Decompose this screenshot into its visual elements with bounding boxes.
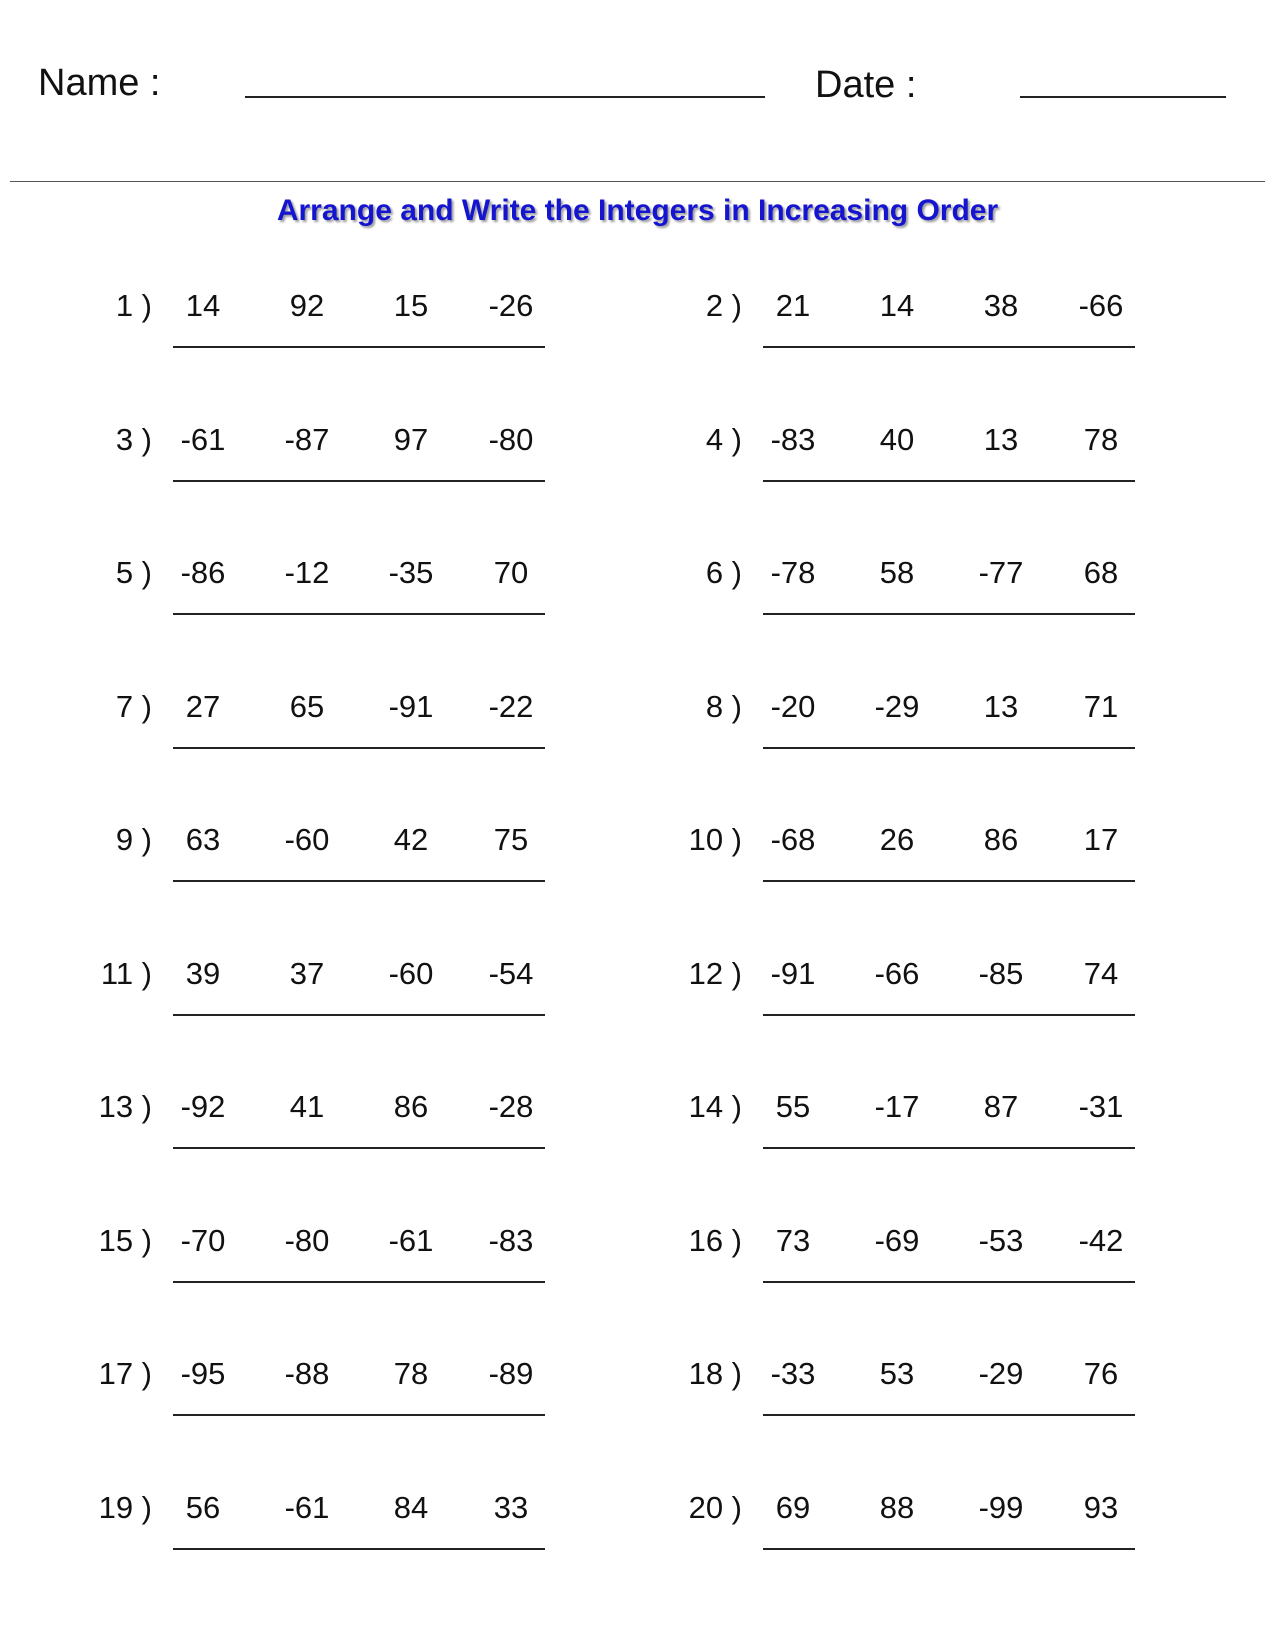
integer-value: -61 — [180, 422, 226, 457]
integer-value: -87 — [284, 422, 330, 457]
problem-item — [0, 1492, 600, 1622]
answer-line[interactable] — [173, 1014, 545, 1016]
problem-number: 17 ) — [98, 1356, 152, 1391]
integer-value: 55 — [775, 1089, 811, 1124]
integer-value: -42 — [1078, 1223, 1124, 1258]
integer-value: 70 — [493, 555, 529, 590]
problem-number: 2 ) — [705, 288, 742, 323]
integer-value: 86 — [983, 822, 1019, 857]
integer-value: 13 — [983, 689, 1019, 724]
integer-value: 53 — [879, 1356, 915, 1391]
integer-value: -85 — [978, 956, 1024, 991]
integer-value: 13 — [983, 422, 1019, 457]
integer-value: -80 — [284, 1223, 330, 1258]
integer-value: -83 — [488, 1223, 534, 1258]
problem-number: 14 ) — [688, 1089, 742, 1124]
integer-value: -95 — [180, 1356, 226, 1391]
integer-value: 33 — [493, 1490, 529, 1525]
integer-value: 14 — [879, 288, 915, 323]
problem-number: 9 ) — [115, 822, 152, 857]
integer-value: 93 — [1083, 1490, 1119, 1525]
problem-number: 18 ) — [688, 1356, 742, 1391]
integer-value: -99 — [978, 1490, 1024, 1525]
integer-value: 39 — [185, 956, 221, 991]
problem-item — [0, 824, 600, 954]
answer-line[interactable] — [763, 1014, 1135, 1016]
problem-number: 16 ) — [688, 1223, 742, 1258]
answer-line[interactable] — [173, 1414, 545, 1416]
integer-value: -20 — [770, 689, 816, 724]
integer-value: 78 — [1083, 422, 1119, 457]
integer-value: -68 — [770, 822, 816, 857]
problem-item — [0, 1358, 600, 1488]
header-divider — [10, 181, 1265, 182]
problem-number: 1 ) — [115, 288, 152, 323]
integer-value: 56 — [185, 1490, 221, 1525]
integer-value: 21 — [775, 288, 811, 323]
problem-number: 4 ) — [705, 422, 742, 457]
integer-value: 27 — [185, 689, 221, 724]
problem-number: 20 ) — [688, 1490, 742, 1525]
integer-value: 65 — [289, 689, 325, 724]
integer-value: -92 — [180, 1089, 226, 1124]
answer-line[interactable] — [763, 1414, 1135, 1416]
integer-value: -31 — [1078, 1089, 1124, 1124]
problem-item — [590, 424, 1190, 554]
integer-value: 58 — [879, 555, 915, 590]
problem-item — [0, 1225, 600, 1355]
integer-value: -28 — [488, 1089, 534, 1124]
answer-line[interactable] — [173, 1147, 545, 1149]
answer-line[interactable] — [173, 747, 545, 749]
integer-value: -33 — [770, 1356, 816, 1391]
problem-item — [590, 691, 1190, 821]
integer-value: -77 — [978, 555, 1024, 590]
integer-value: 69 — [775, 1490, 811, 1525]
integer-value: -54 — [488, 956, 534, 991]
answer-line[interactable] — [763, 880, 1135, 882]
integer-value: 74 — [1083, 956, 1119, 991]
integer-value: 41 — [289, 1089, 325, 1124]
integer-value: -29 — [874, 689, 920, 724]
integer-value: -66 — [1078, 288, 1124, 323]
integer-value: 97 — [393, 422, 429, 457]
problem-number: 15 ) — [98, 1223, 152, 1258]
answer-line[interactable] — [173, 880, 545, 882]
name-label: Name : — [38, 62, 161, 104]
problem-item — [590, 958, 1190, 1088]
answer-line[interactable] — [763, 346, 1135, 348]
integer-value: -69 — [874, 1223, 920, 1258]
integer-value: 71 — [1083, 689, 1119, 724]
integer-value: -60 — [284, 822, 330, 857]
problem-item — [0, 290, 600, 420]
integer-value: -53 — [978, 1223, 1024, 1258]
problem-item — [0, 1091, 600, 1221]
integer-value: 26 — [879, 822, 915, 857]
integer-value: 63 — [185, 822, 221, 857]
integer-value: 87 — [983, 1089, 1019, 1124]
integer-value: 75 — [493, 822, 529, 857]
integer-value: 37 — [289, 956, 325, 991]
integer-value: 92 — [289, 288, 325, 323]
integer-value: 78 — [393, 1356, 429, 1391]
answer-line[interactable] — [763, 747, 1135, 749]
problem-number: 8 ) — [705, 689, 742, 724]
integer-value: -12 — [284, 555, 330, 590]
integer-value: -17 — [874, 1089, 920, 1124]
answer-line[interactable] — [763, 1147, 1135, 1149]
answer-line[interactable] — [173, 613, 545, 615]
integer-value: 73 — [775, 1223, 811, 1258]
problem-number: 13 ) — [98, 1089, 152, 1124]
integer-value: 84 — [393, 1490, 429, 1525]
answer-line[interactable] — [173, 1548, 545, 1550]
problem-item — [590, 1492, 1190, 1622]
problem-item — [590, 1225, 1190, 1355]
answer-line[interactable] — [173, 346, 545, 348]
integer-value: -78 — [770, 555, 816, 590]
problem-number: 5 ) — [115, 555, 152, 590]
problem-number: 19 ) — [98, 1490, 152, 1525]
problem-item — [590, 824, 1190, 954]
integer-value: 88 — [879, 1490, 915, 1525]
answer-line[interactable] — [763, 1281, 1135, 1283]
problem-number: 10 ) — [688, 822, 742, 857]
answer-line[interactable] — [173, 1281, 545, 1283]
name-field-line[interactable] — [245, 96, 765, 98]
integer-value: 76 — [1083, 1356, 1119, 1391]
answer-line[interactable] — [763, 1548, 1135, 1550]
integer-value: -61 — [284, 1490, 330, 1525]
integer-value: -60 — [388, 956, 434, 991]
integer-value: -66 — [874, 956, 920, 991]
integer-value: 17 — [1083, 822, 1119, 857]
problem-number: 6 ) — [705, 555, 742, 590]
integer-value: -91 — [770, 956, 816, 991]
integer-value: 86 — [393, 1089, 429, 1124]
integer-value: -26 — [488, 288, 534, 323]
answer-line[interactable] — [763, 480, 1135, 482]
integer-value: -91 — [388, 689, 434, 724]
problem-number: 11 ) — [100, 956, 152, 991]
answer-line[interactable] — [763, 613, 1135, 615]
integer-value: -86 — [180, 555, 226, 590]
problem-item — [0, 958, 600, 1088]
problem-item — [0, 557, 600, 687]
worksheet-title: Arrange and Write the Integers in Increasing Order — [276, 194, 999, 227]
integer-value: -88 — [284, 1356, 330, 1391]
problem-number: 7 ) — [115, 689, 152, 724]
problem-item — [0, 691, 600, 821]
problem-item — [590, 290, 1190, 420]
integer-value: 42 — [393, 822, 429, 857]
integer-value: 15 — [393, 288, 429, 323]
integer-value: -89 — [488, 1356, 534, 1391]
integer-value: 40 — [879, 422, 915, 457]
integer-value: -35 — [388, 555, 434, 590]
integer-value: -29 — [978, 1356, 1024, 1391]
integer-value: -61 — [388, 1223, 434, 1258]
problem-item — [0, 424, 600, 554]
integer-value: -80 — [488, 422, 534, 457]
answer-line[interactable] — [173, 480, 545, 482]
integer-value: 38 — [983, 288, 1019, 323]
problem-number: 12 ) — [688, 956, 742, 991]
integer-value: -83 — [770, 422, 816, 457]
integer-value: 68 — [1083, 555, 1119, 590]
problem-number: 3 ) — [115, 422, 152, 457]
problem-item — [590, 1091, 1190, 1221]
date-label: Date : — [815, 64, 917, 106]
date-field-line[interactable] — [1020, 96, 1226, 98]
integer-value: 14 — [185, 288, 221, 323]
integer-value: -70 — [180, 1223, 226, 1258]
integer-value: -22 — [488, 689, 534, 724]
problem-item — [590, 557, 1190, 687]
problem-item — [590, 1358, 1190, 1488]
